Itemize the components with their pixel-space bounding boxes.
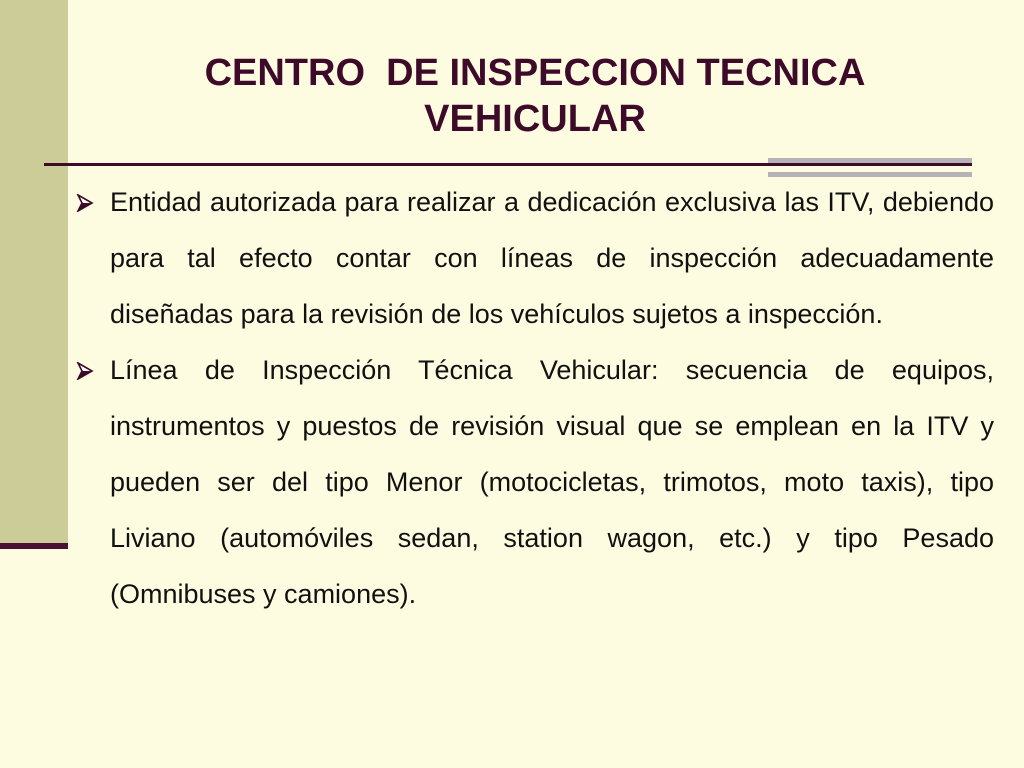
bullet-list [76, 174, 994, 622]
slide-title [90, 50, 980, 142]
slide-title-line-1: CENTRO DE INSPECCION TECNICA [204, 52, 866, 94]
bullet-item-linea [76, 342, 994, 622]
side-bar [0, 0, 68, 545]
bullet-item-entidad [76, 174, 994, 342]
slide-title-line-2: VEHICULAR [424, 98, 646, 140]
title-divider [44, 163, 972, 166]
arrow-bullet-icon [76, 362, 94, 380]
side-accent-bar [0, 543, 68, 549]
arrow-bullet-icon [76, 194, 94, 212]
bullet-text: Entidad autorizada para realizar a dedicación exclusiva las ITV, debiendo para tal efecto contar con líneas de inspección adecuadamente diseñadas para la revisión de los vehículos sujetos a inspección. [110, 187, 994, 329]
bullet-text: Línea de Inspección Técnica Vehicular: secuencia de equipos, instrumentos y puestos de revisión visual que se emplean en la ITV y pueden ser del tipo Menor (motocicletas, trimotos, moto taxis), tipo Liviano (automóviles sedan, station wagon, etc.) y tipo Pesado (Omnibuses y camiones). [110, 355, 994, 609]
